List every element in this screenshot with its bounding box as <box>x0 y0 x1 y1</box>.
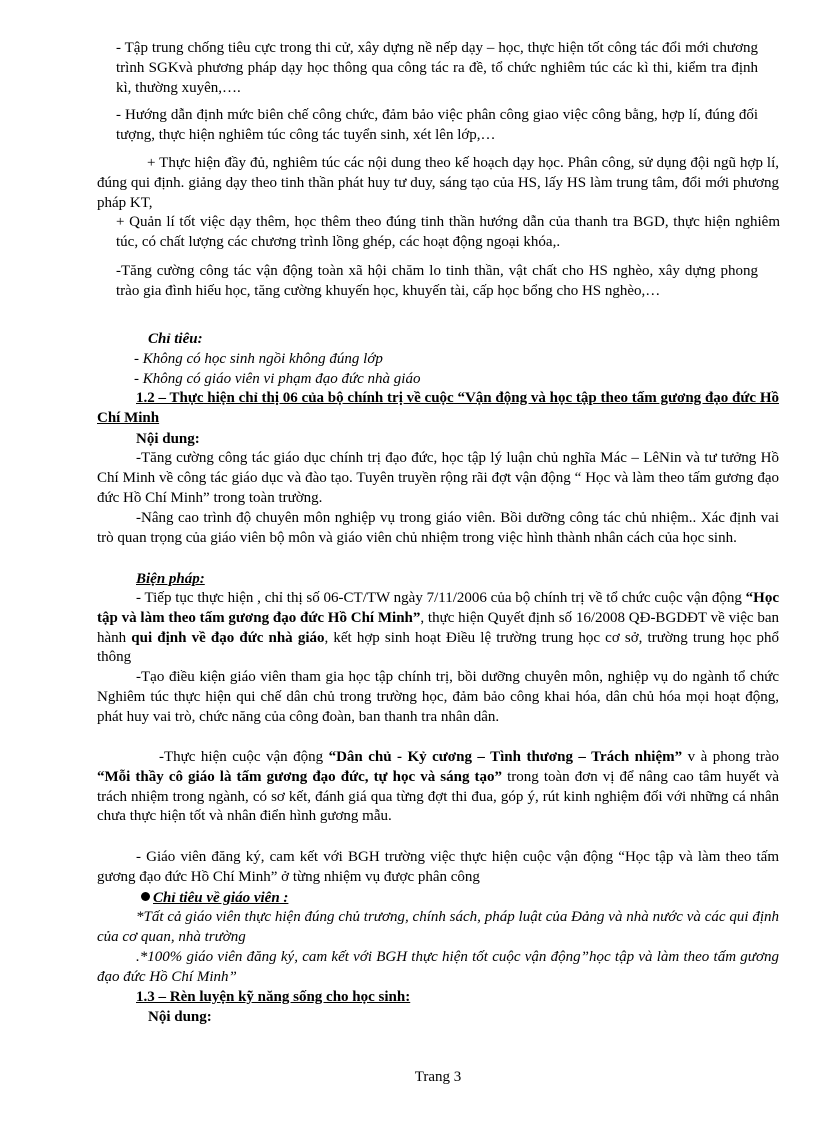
bienphap-label: Biện pháp: <box>136 571 205 587</box>
chitieu-item: - Không có giáo viên vi phạm đạo đức nhà giáo <box>134 371 421 387</box>
paragraph-directive-06 <box>97 589 779 668</box>
chitieu-heading: Chỉ tiêu: <box>148 331 203 347</box>
paragraph-democracy-rules: -Tạo điều kiện giáo viên tham gia học tập chính trị, bồi dưỡng chuyên môn, nghiệp vụ do ngành tổ chức Nghiêm túc thực hiện qui chế dân chủ trong trường học, đảm bảo công khai hóa, dân chủ hóa mọi hoạt động, phát huy vai trò, chức năng của công đoàn, ban thanh tra nhân dân. <box>97 669 779 725</box>
paragraph-homeroom: -Nâng cao trình độ chuyên môn nghiệp vụ trong giáo viên. Bồi dưỡng công tác chủ nhiệm.. Xác định vai trò quan trọng của giáo viên bộ môn và giáo viên chủ nhiệm trong việc hình thành nhân cách của học sinh. <box>97 510 779 546</box>
noidung-label: Nội dung: <box>148 1009 212 1025</box>
text-run: , kết hợp sinh hoạt Điều lệ trường trung học cơ sở, trường trung học phổ thông <box>97 629 779 666</box>
teacher-target-item: .*100% giáo viên đăng ký, cam kết với BGH thực hiện tốt cuộc vận động”học tập và làm theo tấm gương đạo đức Hồ Chí Minh” <box>97 949 779 985</box>
paragraph-teacher-commitment: - Giáo viên đăng ký, cam kết với BGH trường việc thực hiện cuộc vận động “Học tập và làm theo tấm gương đạo đức Hồ Chí Minh” ở từng nhiệm vụ được phân công <box>97 849 779 885</box>
paragraph-political-education: -Tăng cường công tác giáo dục chính trị đạo đức, học tập lý luận chủ nghĩa Mác – LêNin và tư tưởng Hồ Chí Minh về công tác giáo dục và đào tạo. Tuyên truyền rộng rãi đợt vận động “ Học và làm theo tấm gương đạo đức Hồ Chí Minh” trong toàn trường. <box>97 450 779 506</box>
section-1-3-heading: 1.3 – Rèn luyện kỹ năng sống cho học sinh: <box>136 989 411 1005</box>
text-run: -Thực hiện cuộc vận động <box>159 749 329 765</box>
paragraph-campaign-movement <box>97 748 779 827</box>
paragraph-community: -Tăng cường công tác vận động toàn xã hội chăm lo tinh thần, vật chất cho HS nghèo, xây dựng phong trào gia đình hiếu học, tăng cường khuyến học, khuyến tài, cấp học bổng cho HS nghèo,… <box>116 263 758 299</box>
campaign-name: “Dân chủ - Kỷ cương – Tình thương – Trách nhiệm” <box>328 749 683 765</box>
text-run: v à phong trào <box>682 749 779 765</box>
movement-name: “Mỗi thầy cô giáo là tấm gương đạo đức, tự học và sáng tạo” <box>97 768 503 785</box>
teacher-targets-label: Chỉ tiêu về giáo viên : <box>153 890 289 906</box>
teacher-target-item: *Tất cả giáo viên thực hiện đúng chủ trương, chính sách, pháp luật của Đảng và nhà nước và các qui định của cơ quan, nhà trường <box>97 909 779 945</box>
paragraph-staffing: - Hướng dẫn định mức biên chế công chức, đảm bảo việc phân công giao việc công bằng, hợp lí, đúng đối tượng, thực hiện nghiêm túc công tác tuyển sinh, xét lên lớp,… <box>116 107 758 143</box>
text-run: - Tiếp tục thực hiện , chỉ thị số 06-CT/TW ngày 7/11/2006 của bộ chính trị về tổ chức cuộc vận động <box>136 590 746 606</box>
teacher-targets-heading <box>141 889 288 909</box>
campaign-name: “Học tập và làm theo tấm gương đạo đức Hồ Chí Minh” <box>97 590 779 626</box>
section-1-2-heading: 1.2 – Thực hiện chỉ thị 06 của bộ chính trị về cuộc “Vận động và học tập theo tấm gương đạo đức Hồ Chí Minh <box>97 390 779 426</box>
text-run: trong toàn đơn vị để nâng cao tâm huyết và trách nhiệm trong ngành, có sơ kết, đánh giá qua từng đợt thi đua, góp ý, rút kinh nghiệm đối với những cá nhân chưa thực hiện tốt và nhân điển hình gương mẫu. <box>97 768 779 825</box>
bullet-icon <box>141 892 150 901</box>
noidung-label: Nội dung: <box>136 431 200 447</box>
text-run: , thực hiện Quyết định số 16/2008 QĐ-BGDĐT về việc ban hành <box>97 609 779 646</box>
paragraph-exam-integrity: - Tập trung chống tiêu cực trong thi cử, xây dựng nề nếp dạy – học, thực hiện tốt công tác đổi mới chương trình SGKvà phương pháp dạy học thông qua công tác ra đề, tổ chức nghiêm túc các kì thi, kiểm tra định kì, thường xuyên,…. <box>116 40 758 96</box>
chitieu-item: - Không có học sinh ngồi không đúng lớp <box>134 351 383 367</box>
paragraph-extra-classes: + Quản lí tốt việc dạy thêm, học thêm theo đúng tinh thần hướng dẫn của thanh tra BGD, thực hiện nghiêm túc, có chất lượng các chương trình lồng ghép, các hoạt động ngoại khóa,. <box>116 214 780 250</box>
regulation-name: qui định về đạo đức nhà giáo <box>131 629 325 646</box>
paragraph-teaching-plan: + Thực hiện đầy đủ, nghiêm túc các nội dung theo kế hoạch dạy học. Phân công, sử dụng đội ngũ hợp lí, đúng qui định. giảng dạy theo tinh thần phát huy tư duy, sáng tạo của HS, lấy HS làm trung tâm, đổi mới phương pháp KT, <box>97 155 779 211</box>
page-number: Trang 3 <box>414 1069 462 1085</box>
